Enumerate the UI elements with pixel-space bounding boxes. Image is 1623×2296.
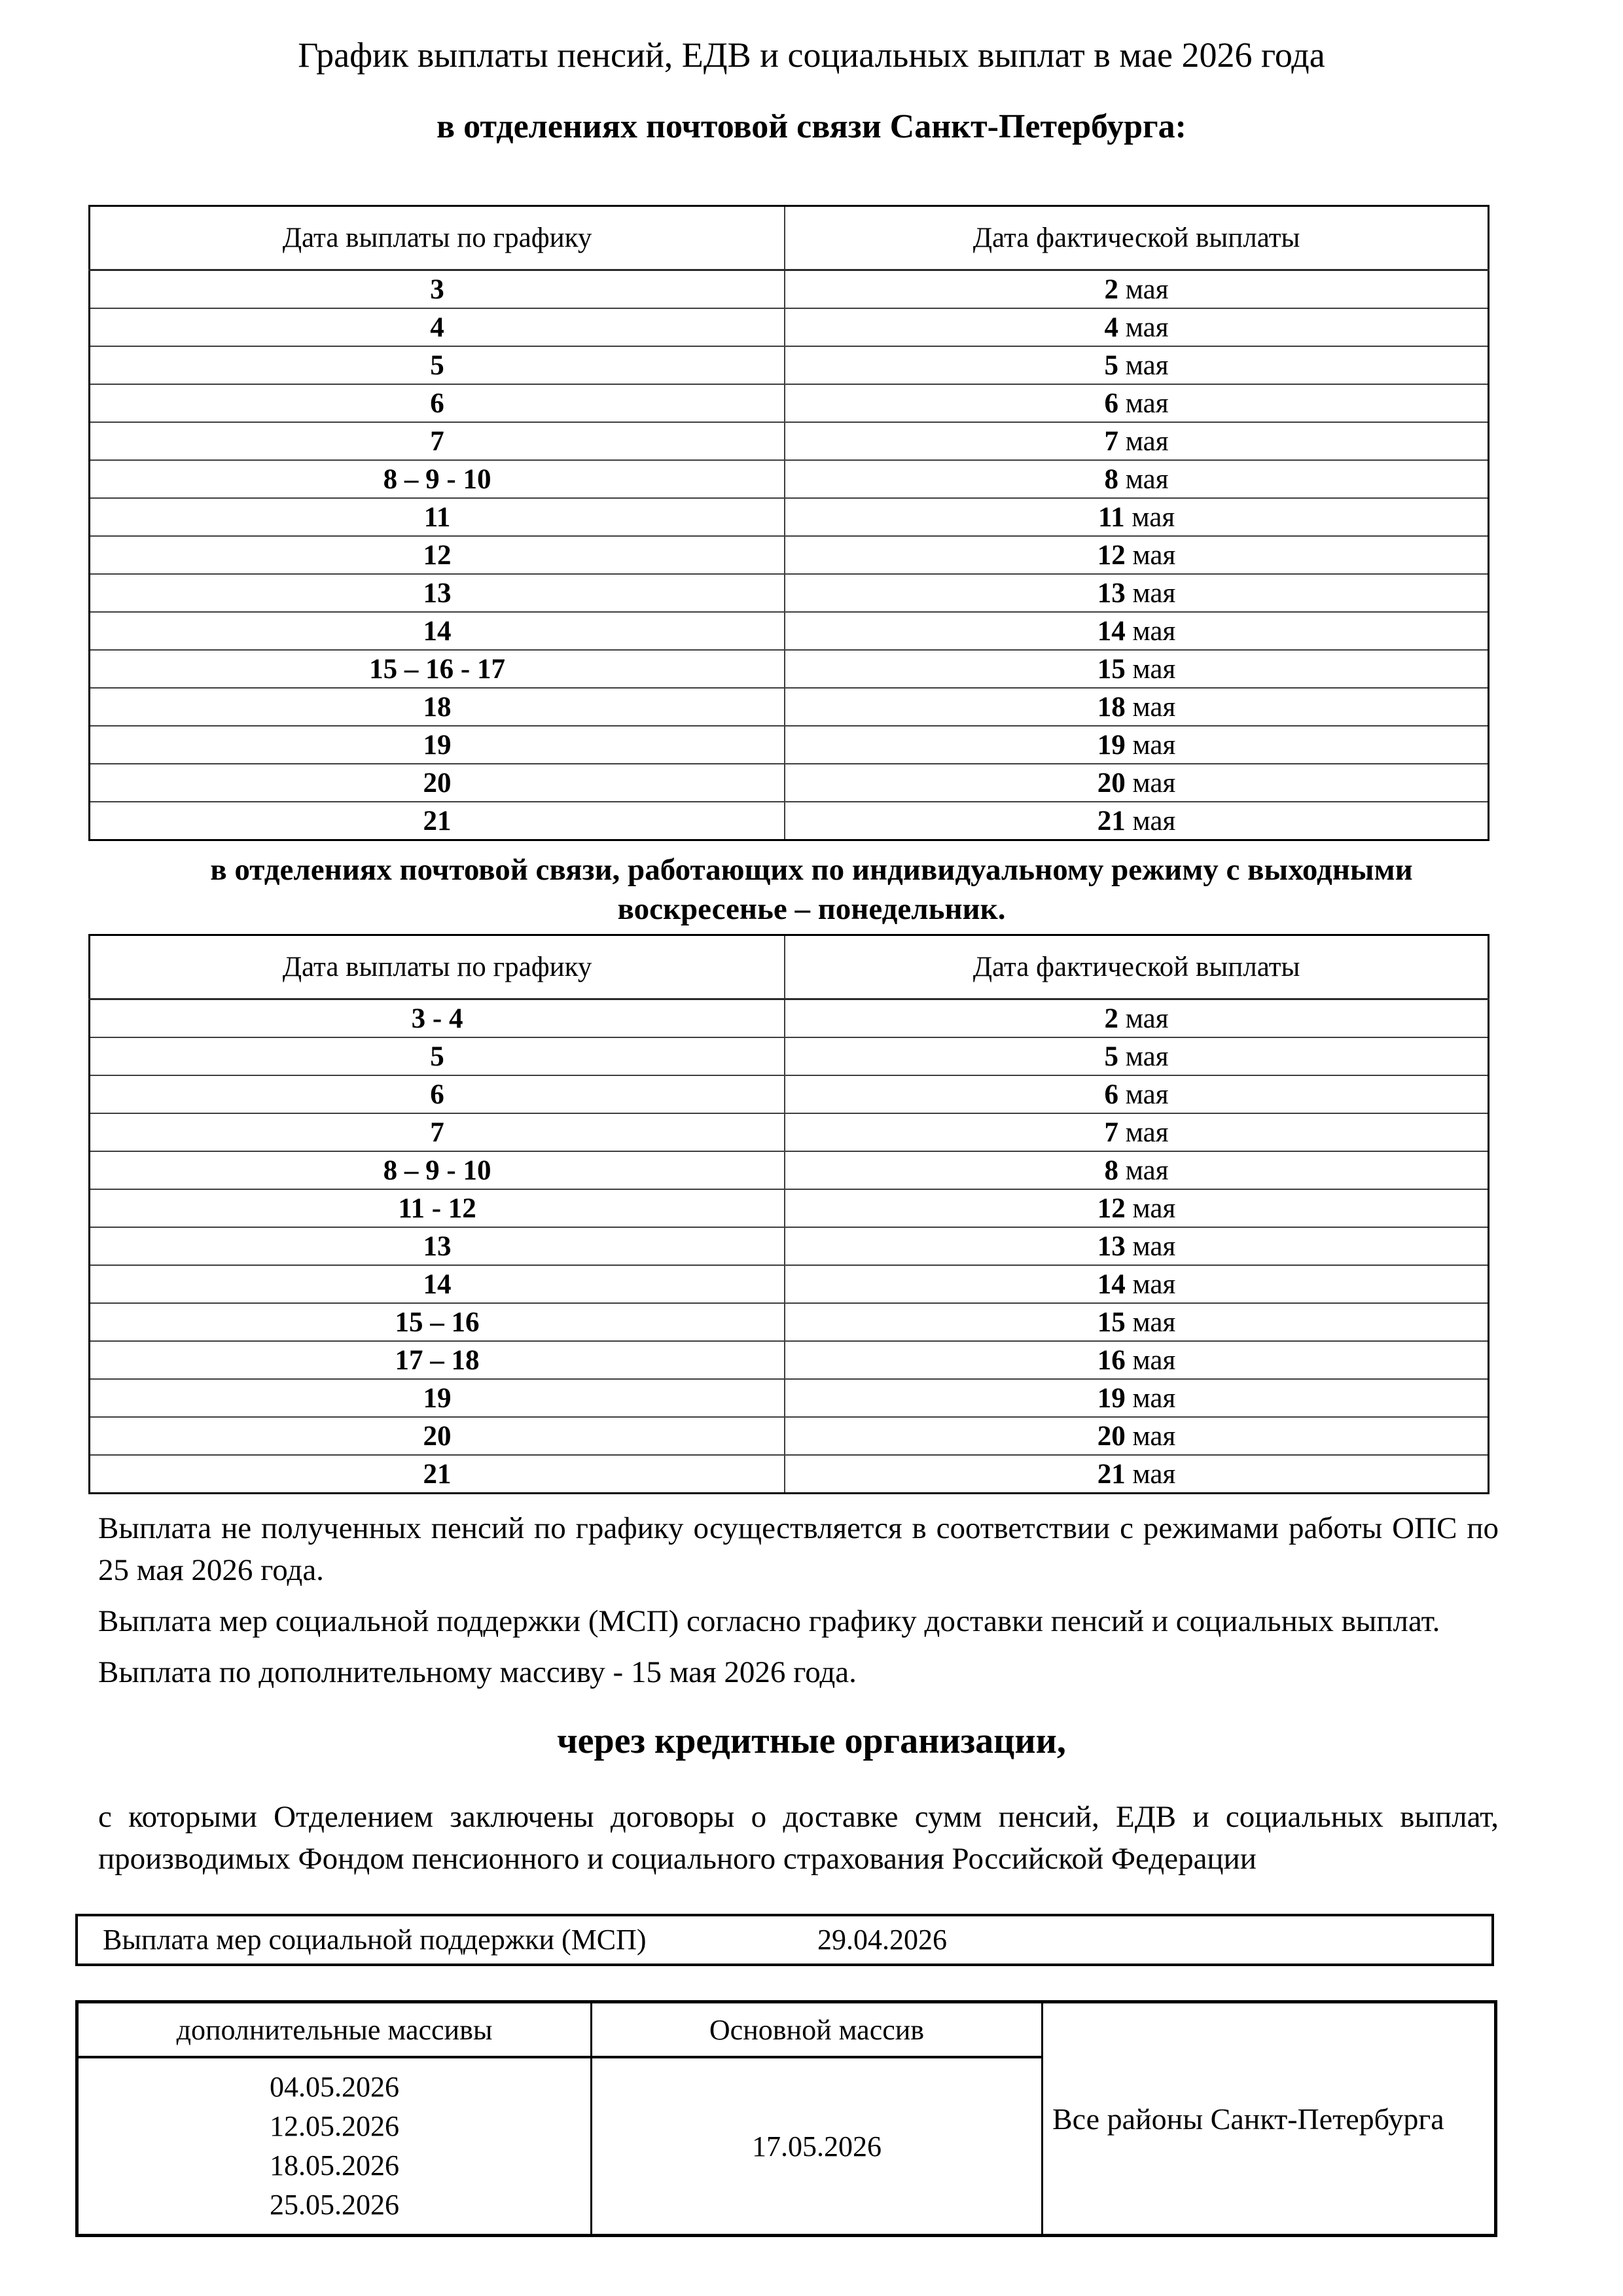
actual-date-cell: 5 мая bbox=[785, 346, 1488, 384]
table-header-row bbox=[90, 206, 1489, 270]
column-header-extra-arrays: дополнительные массивы bbox=[77, 2002, 592, 2058]
page-title: График выплаты пенсий, ЕДВ и социальных выплат в мае 2026 года bbox=[298, 35, 1325, 75]
actual-date-cell: 14 мая bbox=[785, 612, 1488, 650]
payment-schedule-table-main bbox=[88, 205, 1489, 841]
actual-date-cell: 12 мая bbox=[785, 536, 1488, 574]
msp-label: Выплата мер социальной поддержки (МСП) bbox=[103, 1924, 647, 1956]
scheduled-date-cell: 19 bbox=[90, 1379, 785, 1417]
schedule-row bbox=[90, 999, 1489, 1038]
actual-date-cell: 6 мая bbox=[785, 1075, 1488, 1113]
payment-schedule-table-individual bbox=[88, 934, 1489, 1494]
scheduled-date-cell: 5 bbox=[90, 1037, 785, 1075]
table-header bbox=[90, 935, 1489, 999]
schedule-row bbox=[90, 1227, 1489, 1265]
actual-date-cell: 20 мая bbox=[785, 764, 1488, 802]
scheduled-date-cell: 18 bbox=[90, 688, 785, 726]
date-line: 18.05.2026 bbox=[270, 2149, 399, 2182]
scheduled-date-cell: 14 bbox=[90, 612, 785, 650]
schedule-row bbox=[90, 460, 1489, 498]
schedule-row bbox=[90, 1303, 1489, 1341]
schedule-row bbox=[90, 1379, 1489, 1417]
actual-date-cell: 7 мая bbox=[785, 422, 1488, 460]
schedule-row bbox=[90, 498, 1489, 536]
actual-date-cell: 21 мая bbox=[785, 802, 1488, 840]
individual-offices-intro bbox=[92, 850, 1531, 929]
msp-payment-box bbox=[75, 1914, 1494, 1966]
msp-date: 29.04.2026 bbox=[817, 1924, 947, 1956]
schedule-row bbox=[90, 1113, 1489, 1151]
actual-date-cell: 18 мая bbox=[785, 688, 1488, 726]
schedule-row bbox=[90, 346, 1489, 384]
credit-organizations-paragraph: с которыми Отделением заключены договоры о доставке сумм пенсий, ЕДВ и социальных выплат, производимых Фондом пенсионного и социального страхования Российской Федерации bbox=[98, 1800, 1499, 1876]
schedule-row bbox=[90, 764, 1489, 802]
extra-dates-cell bbox=[77, 2057, 592, 2236]
actual-date-cell: 15 мая bbox=[785, 1303, 1488, 1341]
scheduled-date-cell: 20 bbox=[90, 1417, 785, 1455]
table-body bbox=[77, 2002, 1496, 2236]
column-header-main-array: Основной массив bbox=[592, 2002, 1043, 2058]
date-line: 12.05.2026 bbox=[270, 2110, 399, 2143]
scheduled-date-cell: 14 bbox=[90, 1265, 785, 1303]
actual-date-cell: 2 мая bbox=[785, 999, 1488, 1038]
actual-date-cell: 19 мая bbox=[785, 1379, 1488, 1417]
date-line: 04.05.2026 bbox=[270, 2071, 399, 2104]
note-msp-delivery: Выплата мер социальной поддержки (МСП) согласно графику доставки пенсий и социальных выплат. bbox=[98, 1604, 1440, 1639]
schedule-row bbox=[90, 270, 1489, 309]
main-date-cell: 17.05.2026 bbox=[592, 2057, 1043, 2236]
actual-date-cell: 7 мая bbox=[785, 1113, 1488, 1151]
region-cell: Все районы Санкт-Петербурга bbox=[1043, 2002, 1496, 2236]
actual-date-cell: 8 мая bbox=[785, 460, 1488, 498]
schedule-row bbox=[90, 536, 1489, 574]
note-additional-array: Выплата по дополнительному массиву - 15 мая 2026 года. bbox=[98, 1655, 857, 1690]
table-body bbox=[90, 999, 1489, 1494]
actual-date-cell: 19 мая bbox=[785, 726, 1488, 764]
table-header bbox=[90, 206, 1489, 270]
scheduled-date-cell: 6 bbox=[90, 384, 785, 422]
scheduled-date-cell: 21 bbox=[90, 1455, 785, 1494]
actual-date-cell: 12 мая bbox=[785, 1189, 1488, 1227]
scheduled-date-cell: 7 bbox=[90, 1113, 785, 1151]
notes-section bbox=[98, 1507, 1499, 1693]
scheduled-date-cell: 5 bbox=[90, 346, 785, 384]
actual-date-cell: 2 мая bbox=[785, 270, 1488, 309]
actual-date-cell: 8 мая bbox=[785, 1151, 1488, 1189]
column-header-actual-date: Дата фактической выплаты bbox=[785, 206, 1488, 270]
scheduled-date-cell: 13 bbox=[90, 574, 785, 612]
column-header-actual-date: Дата фактической выплаты bbox=[785, 935, 1488, 999]
schedule-row bbox=[90, 1075, 1489, 1113]
schedule-row bbox=[90, 1037, 1489, 1075]
table-header-row bbox=[90, 935, 1489, 999]
schedule-row bbox=[90, 1417, 1489, 1455]
actual-date-cell: 11 мая bbox=[785, 498, 1488, 536]
actual-date-cell: 20 мая bbox=[785, 1417, 1488, 1455]
column-header-scheduled-date: Дата выплаты по графику bbox=[90, 935, 785, 999]
note-unreceived-pensions: Выплата не полученных пенсий по графику осуществляется в соответствии с режимами работы ОПС по 25 мая 2026 года. bbox=[98, 1511, 1499, 1588]
schedule-row bbox=[90, 688, 1489, 726]
schedule-row bbox=[90, 1455, 1489, 1494]
schedule-row bbox=[90, 308, 1489, 346]
schedule-row bbox=[90, 802, 1489, 840]
schedule-row bbox=[90, 1189, 1489, 1227]
schedule-row bbox=[90, 726, 1489, 764]
scheduled-date-cell: 3 bbox=[90, 270, 785, 309]
schedule-row bbox=[90, 384, 1489, 422]
scheduled-date-cell: 8 – 9 - 10 bbox=[90, 1151, 785, 1189]
schedule-row bbox=[90, 612, 1489, 650]
scheduled-date-cell: 20 bbox=[90, 764, 785, 802]
scheduled-date-cell: 6 bbox=[90, 1075, 785, 1113]
scheduled-date-cell: 4 bbox=[90, 308, 785, 346]
credit-organizations-table bbox=[75, 2000, 1497, 2237]
schedule-row bbox=[90, 574, 1489, 612]
schedule-row bbox=[90, 1151, 1489, 1189]
schedule-row bbox=[90, 650, 1489, 688]
scheduled-date-cell: 13 bbox=[90, 1227, 785, 1265]
scheduled-date-cell: 11 bbox=[90, 498, 785, 536]
actual-date-cell: 16 мая bbox=[785, 1341, 1488, 1379]
actual-date-cell: 13 мая bbox=[785, 574, 1488, 612]
scheduled-date-cell: 21 bbox=[90, 802, 785, 840]
scheduled-date-cell: 15 – 16 bbox=[90, 1303, 785, 1341]
intro-line: в отделениях почтовой связи, работающих по индивидуальному режиму с выходными bbox=[210, 853, 1413, 888]
schedule-row bbox=[90, 1341, 1489, 1379]
scheduled-date-cell: 15 – 16 - 17 bbox=[90, 650, 785, 688]
actual-date-cell: 4 мая bbox=[785, 308, 1488, 346]
actual-date-cell: 5 мая bbox=[785, 1037, 1488, 1075]
post-offices-subtitle: в отделениях почтовой связи Санкт-Петербурга: bbox=[437, 107, 1186, 145]
date-line: 25.05.2026 bbox=[270, 2189, 399, 2221]
scheduled-date-cell: 7 bbox=[90, 422, 785, 460]
scheduled-date-cell: 11 - 12 bbox=[90, 1189, 785, 1227]
actual-date-cell: 13 мая bbox=[785, 1227, 1488, 1265]
actual-date-cell: 14 мая bbox=[785, 1265, 1488, 1303]
scheduled-date-cell: 12 bbox=[90, 536, 785, 574]
column-header-scheduled-date: Дата выплаты по графику bbox=[90, 206, 785, 270]
schedule-row bbox=[90, 422, 1489, 460]
actual-date-cell: 15 мая bbox=[785, 650, 1488, 688]
actual-date-cell: 21 мая bbox=[785, 1455, 1488, 1494]
actual-date-cell: 6 мая bbox=[785, 384, 1488, 422]
scheduled-date-cell: 17 – 18 bbox=[90, 1341, 785, 1379]
scheduled-date-cell: 3 - 4 bbox=[90, 999, 785, 1038]
credit-organizations-heading: через кредитные организации, bbox=[557, 1721, 1066, 1762]
scheduled-date-cell: 19 bbox=[90, 726, 785, 764]
intro-line: воскресенье – понедельник. bbox=[617, 892, 1006, 927]
schedule-row bbox=[90, 1265, 1489, 1303]
table-body bbox=[90, 270, 1489, 840]
scheduled-date-cell: 8 – 9 - 10 bbox=[90, 460, 785, 498]
table-header-row bbox=[77, 2002, 1496, 2058]
